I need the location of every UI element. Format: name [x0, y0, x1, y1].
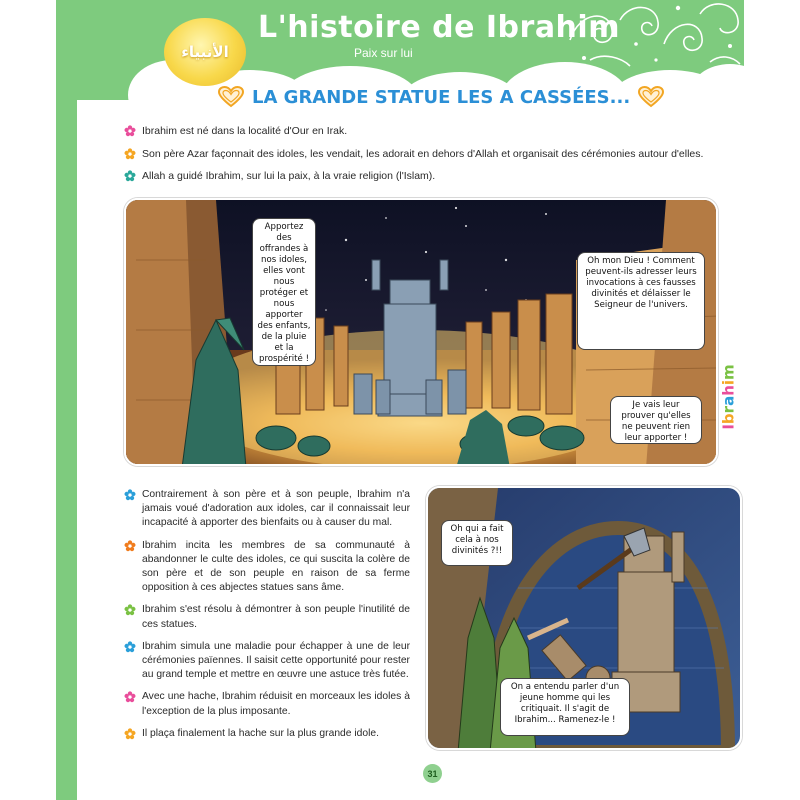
bullet-text: Son père Azar façonnait des idoles, les vendait, les adorait en dehors d'Allah et organisait des cérémonies autour d'elles. [142, 147, 704, 160]
page-number: 31 [423, 764, 442, 783]
list-item [124, 169, 724, 184]
ibrahim-logo [716, 362, 742, 432]
speech-bubble-ibrahim-vow: Je vais leur prouver qu'elles ne peuvent rien leur apporter ! [610, 396, 702, 444]
flower-bullet-icon [124, 691, 136, 703]
page-margin-left [0, 0, 56, 800]
list-item [124, 640, 410, 683]
flower-bullet-icon [124, 641, 136, 653]
bullet-text: Allah a guidé Ibrahim, sur lui la paix, à la vraie religion (l'Islam). [142, 170, 436, 182]
section-heading [218, 82, 664, 112]
bullet-text: Contrairement à son père et à son peuple, Ibrahim n'a jamais voué d'adoration aux idoles, car il connaissait leur incapacité à apporter des bienfaits ou à causer du mal. [142, 489, 410, 529]
bullet-text: Ibrahim est né dans la localité d'Our en Irak. [142, 125, 348, 137]
page-subtitle: Paix sur lui [354, 46, 413, 60]
page-margin-right [744, 0, 800, 800]
bullet-text: Il plaça finalement la hache sur la plus grande idole. [142, 727, 379, 739]
speech-bubble-ibrahim: Oh mon Dieu ! Comment peuvent-ils adresser leurs invocations à ces fausses divinités et délaisser le Seigneur de l'univers. [577, 252, 705, 350]
prophets-badge [164, 18, 246, 86]
speech-bubble-discovery: Oh qui a fait cela à nos divinités ?!! [441, 520, 513, 566]
flower-bullet-icon [124, 125, 136, 137]
logo-letter: a [720, 395, 739, 406]
logo-letter: I [720, 424, 739, 430]
list-item [124, 727, 410, 741]
logo-letter: m [720, 364, 739, 380]
logo-wordmark [720, 364, 738, 429]
list-item [124, 124, 724, 139]
speech-bubble-accusation: On a entendu parler d'un jeune homme qui les critiquait. Il s'agit de Ibrahim... Ramenez-le ! [500, 678, 630, 736]
badge-label: الأنبياء [181, 43, 229, 61]
list-item [124, 690, 410, 718]
heart-icon [218, 86, 244, 108]
flower-bullet-icon [124, 604, 136, 616]
flower-bullet-icon [124, 170, 136, 182]
bullet-text: Ibrahim incita les membres de sa communauté à abandonner le culte des idoles, ce qui suscita la colère de son père et de son peuple en raison de sa ferme opposition à ces abjectes statues sans âme. [142, 539, 410, 594]
list-item [124, 147, 724, 162]
swirl-ornament-icon [560, 0, 744, 72]
speech-bubble-priest: Apportez des offrandes à nos idoles, elles vont nous protéger et nous apporter des enfants, de la pluie et la prospérité ! [252, 218, 316, 366]
logo-letter: i [720, 379, 739, 386]
bullet-text: Ibrahim s'est résolu à démontrer à son peuple l'inutilité de ces statues. [142, 604, 410, 630]
logo-letter: b [720, 413, 739, 425]
flower-bullet-icon [124, 148, 136, 160]
intro-bullet-list [124, 124, 724, 192]
bullet-text: Avec une hache, Ibrahim réduisit en morceaux les idoles à l'exception de la plus imposante. [142, 691, 410, 717]
green-side-bar [56, 0, 77, 800]
flower-bullet-icon [124, 540, 136, 552]
flower-bullet-icon [124, 489, 136, 501]
list-item [124, 603, 410, 631]
page-title: L'histoire de Ibrahim [258, 10, 620, 45]
list-item [124, 539, 410, 596]
flower-bullet-icon [124, 728, 136, 740]
list-item [124, 488, 410, 531]
logo-letter: r [720, 405, 739, 414]
story-bullet-list [124, 488, 410, 749]
logo-letter: h [720, 385, 739, 396]
section-heading-text: LA GRANDE STATUE LES A CASSÉES... [252, 86, 631, 108]
bullet-text: Ibrahim simula une maladie pour échapper à une de leur cérémonies païennes. Il saisit cette opportunité pour rester au grand temple et mettre en œuvre une astuce très futée. [142, 640, 410, 681]
heart-icon [638, 86, 664, 108]
